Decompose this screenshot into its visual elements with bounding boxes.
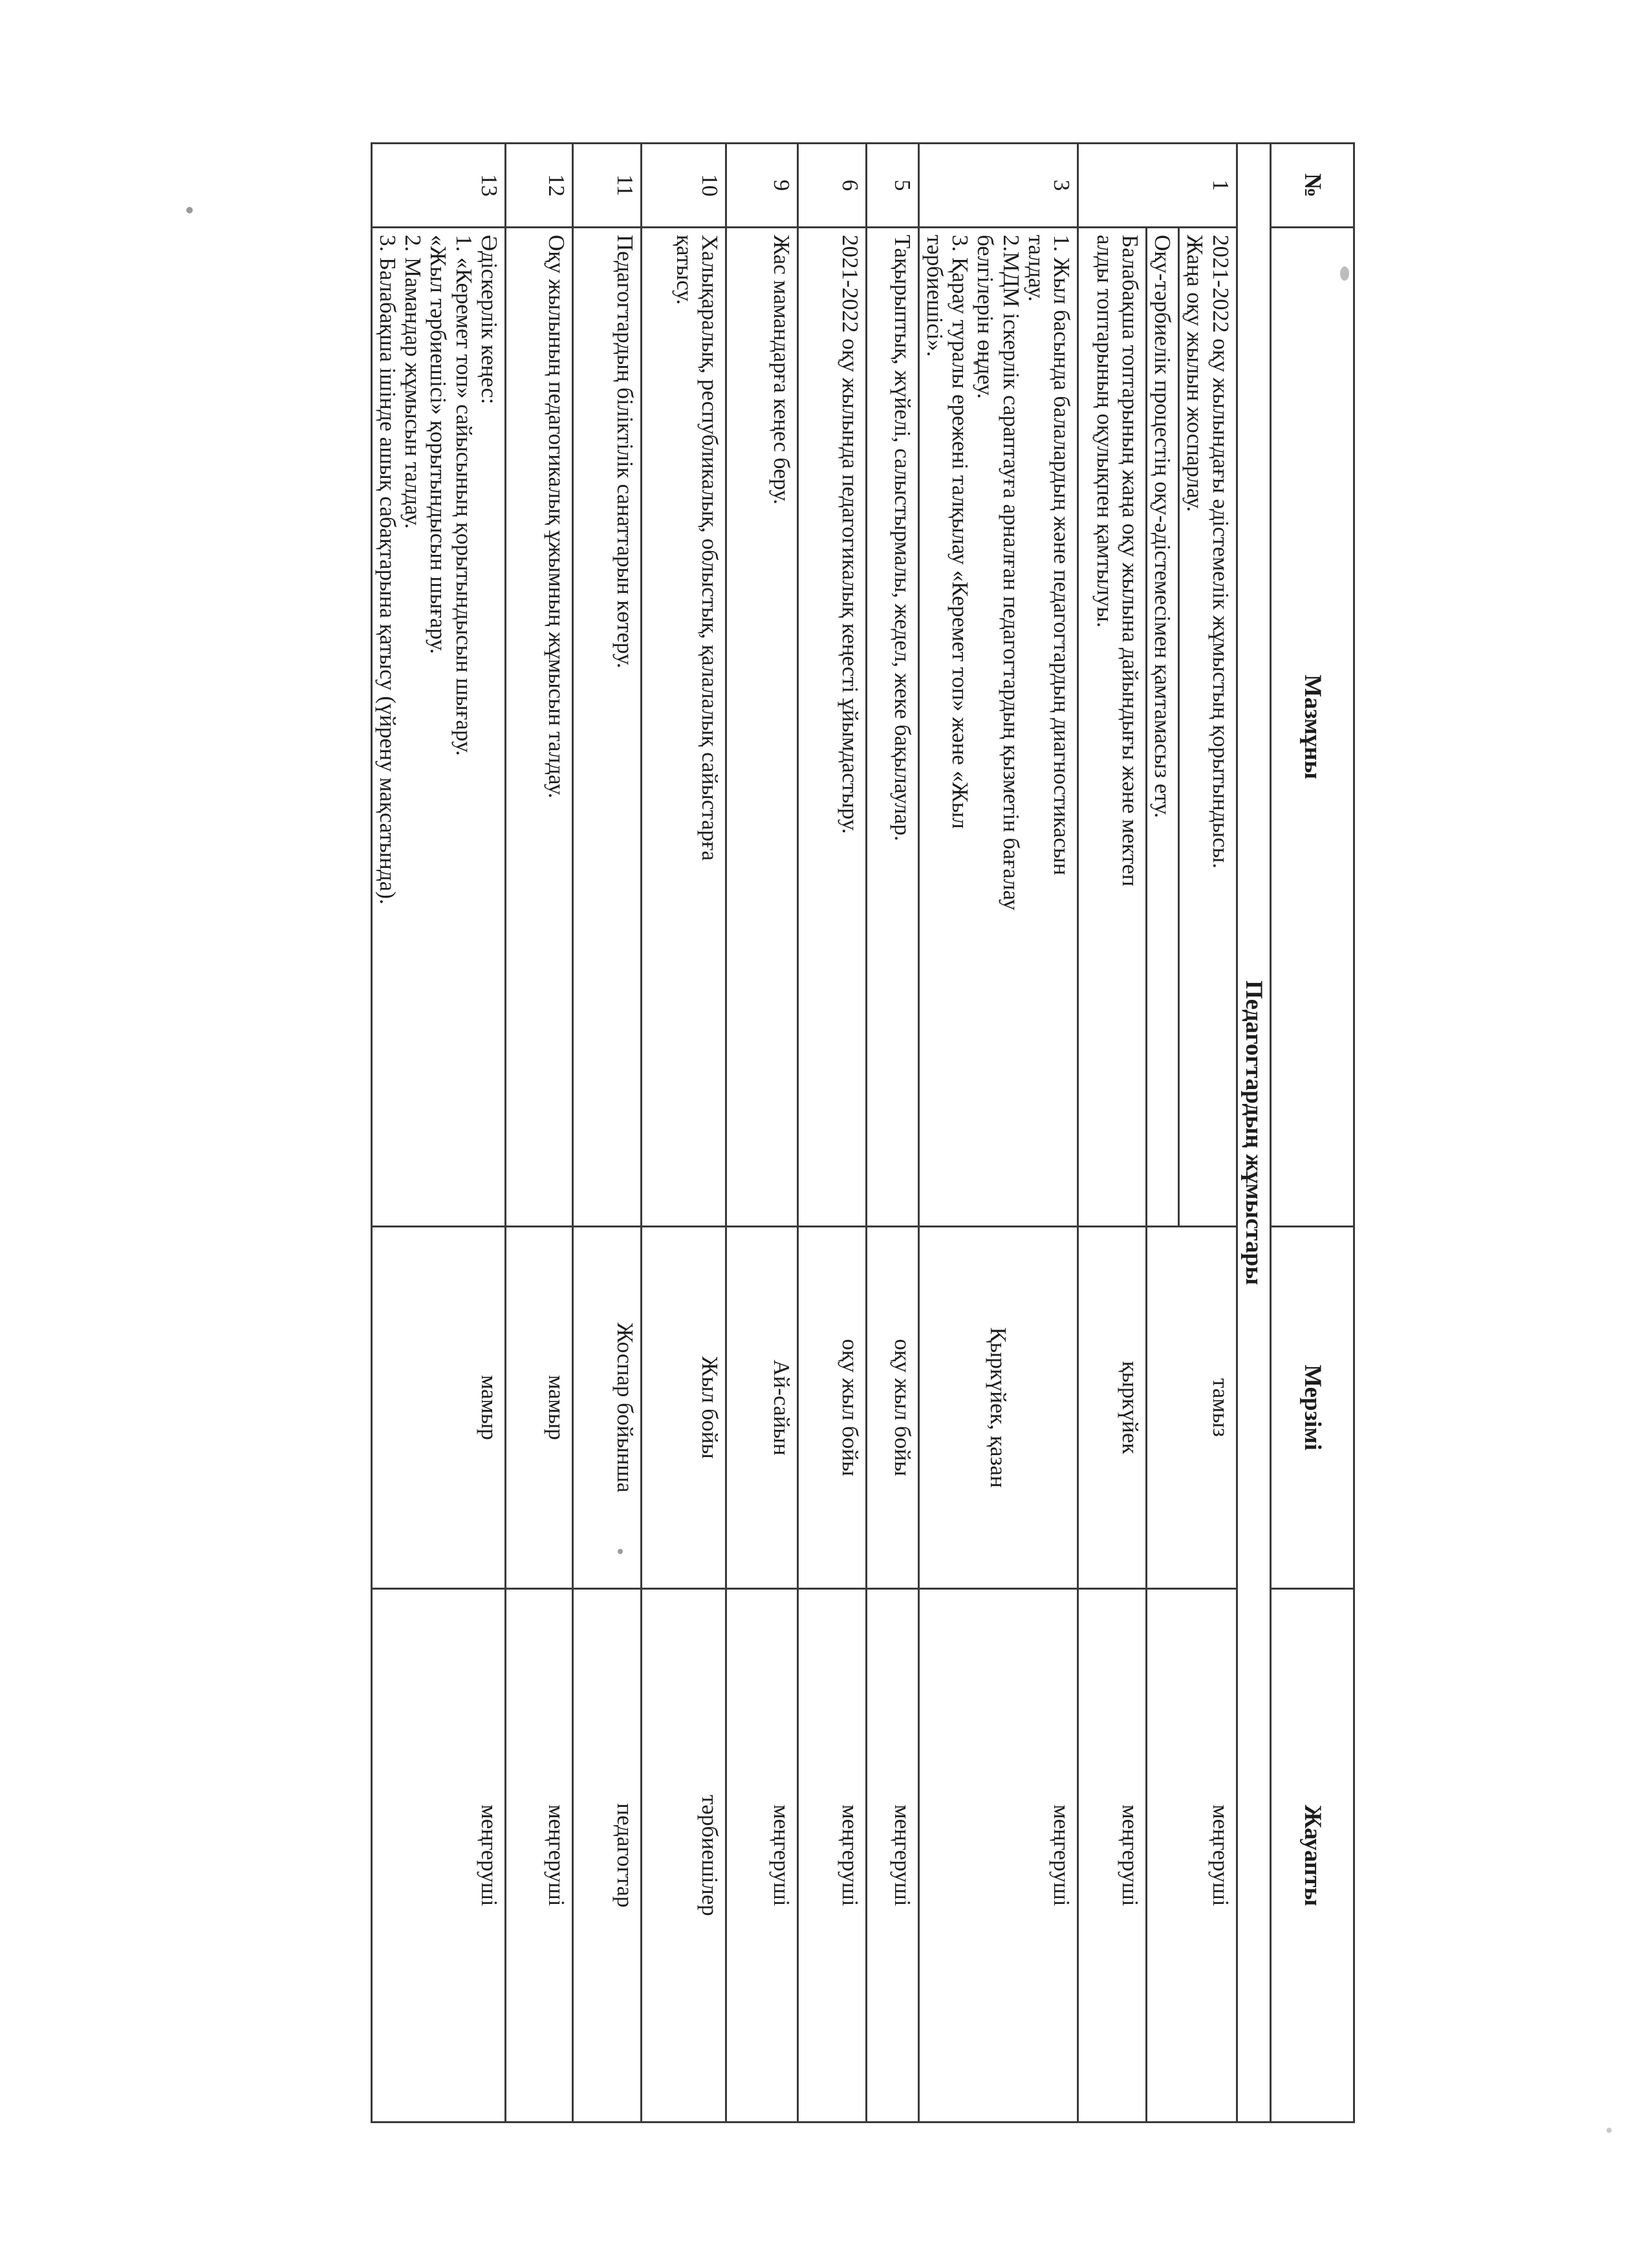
row-responsible: меңгеруші: [866, 1589, 918, 2122]
row-number: 3: [918, 144, 1077, 228]
row-content: [1078, 228, 1147, 1227]
content-line: белгілерін өңдеу.: [973, 235, 999, 399]
table-row: [797, 144, 866, 2122]
table-row: [726, 144, 797, 2122]
row-deadline: мамыр: [371, 1227, 505, 1589]
row-content: [641, 228, 726, 1227]
row-responsible: меңгеруші: [1147, 1589, 1237, 2122]
content-line: Балабақша топтарының жаңа оқу жылына дайындығы және мектеп: [1118, 235, 1143, 887]
table-row: [371, 144, 505, 2122]
row-content: [726, 228, 797, 1227]
row-deadline: Қыркүйек, қазан: [918, 1227, 1077, 1589]
row-deadline: оқу жыл бойы: [866, 1227, 918, 1589]
row-number: 1: [1078, 144, 1237, 228]
row-responsible: меңгеруші: [1078, 1589, 1147, 2122]
content-line: «Жыл тәрбиешісі» қорытындысын шығару.: [426, 235, 451, 654]
table-row: [866, 144, 918, 2122]
row-deadline: Жыл бойы: [641, 1227, 726, 1589]
row-responsible: педагогтар: [572, 1589, 641, 2122]
header-responsible: Жауапты: [1271, 1589, 1354, 2122]
table-row: [641, 144, 726, 2122]
content-line: Әдіскерлік кеңес:: [476, 235, 502, 405]
scan-speck: [1607, 2128, 1612, 2133]
content-line: Жас мамандарға кеңес беру.: [768, 235, 794, 505]
content-line: қатысу.: [671, 235, 697, 305]
row-responsible: тәрбиешілер: [641, 1589, 726, 2122]
content-line: 2. Мамандар жұмысын талдау.: [400, 235, 426, 529]
content-line: 2.МДМ іскерлік сараптауға арналған педагогтардың қызметін бағалау: [998, 235, 1024, 911]
table-row: [505, 144, 572, 2122]
row-number: 9: [726, 144, 797, 228]
row-deadline: мамыр: [505, 1227, 572, 1589]
section-row: [1237, 144, 1270, 2122]
content-line: тәрбиешісі».: [922, 235, 948, 357]
content-line: Оқу-тәрбиелік процестің оқу-әдістемесімен қамтамасыз ету.: [1150, 235, 1176, 818]
row-content: [866, 228, 918, 1227]
content-line: Тақырыптық, жүйелі, салыстырмалы, жедел, жеке бақылаулар.: [889, 235, 915, 841]
row-responsible: меңгеруші: [726, 1589, 797, 2122]
table-row: [1147, 144, 1237, 2122]
table-row: [918, 144, 1077, 2122]
content-line: Оқу жылының педагогикалық ұжымның жұмысын талдау.: [543, 235, 569, 799]
row-deadline: қыркүйек: [1078, 1227, 1147, 1589]
header-content: Мазмұны: [1271, 228, 1354, 1227]
row-content: [572, 228, 641, 1227]
row-responsible: меңгеруші: [371, 1589, 505, 2122]
content-line: 1. Жыл басында балалардың және педагогтардың диагностикасын: [1049, 235, 1074, 876]
row-responsible: меңгеруші: [918, 1589, 1077, 2122]
row-content: [371, 228, 505, 1227]
row-responsible: меңгеруші: [797, 1589, 866, 2122]
rotated-page: [120, 142, 1355, 2121]
row-content: [918, 228, 1077, 1227]
table-row: [572, 144, 641, 2122]
row-deadline: оқу жыл бойы: [797, 1227, 866, 1589]
row-content: [1147, 228, 1237, 1227]
row-deadline: Жоспар бойынша: [572, 1227, 641, 1589]
content-line: алды топтарының оқулықпен қамтылуы.: [1092, 235, 1118, 628]
table-row: [1078, 144, 1147, 2122]
row-content: [797, 228, 866, 1227]
table-header-row: [1271, 144, 1354, 2122]
row-responsible: меңгеруші: [505, 1589, 572, 2122]
row-content: [505, 228, 572, 1227]
content-line: Жаңа оқу жылын жоспарлау.: [1182, 235, 1208, 512]
content-line: талдау.: [1023, 235, 1049, 302]
row-number: 6: [797, 144, 866, 228]
row-number: 10: [641, 144, 726, 228]
row-number: 13: [371, 144, 505, 228]
content-line: 3. Балабақша ішінде ашық сабақтарына қатысу (үйрену мақсатында).: [375, 235, 401, 905]
section-title: Педагогтардың жұмыстары: [1237, 144, 1270, 2122]
content-line: Халықаралық, республикалық, облыстық, қалалалық сайыстарға: [697, 235, 722, 861]
header-deadline: Мерзімі: [1271, 1227, 1354, 1589]
content-line: 2021-2022 оқу жылындағы әдістемелік жұмыстың қорытындысы.: [1207, 235, 1233, 869]
content-line: 3. Қарау туралы ережені талқылау «Керемет топ» және «Жыл: [947, 235, 973, 829]
content-line: 1. «Керемет топ» сайысының қорытындысын шығару.: [451, 235, 477, 756]
header-number: №: [1271, 144, 1354, 228]
content-line: Педагогтардың біліктілік санаттарын көтеру.: [612, 235, 638, 669]
row-number: 5: [866, 144, 918, 228]
row-deadline: Ай-сайын: [726, 1227, 797, 1589]
row-number: 11: [572, 144, 641, 228]
row-number: 12: [505, 144, 572, 228]
row-deadline: тамыз: [1147, 1227, 1237, 1589]
content-line: 2021-2022 оқу жылында педагогикалық кеңесті ұйымдастыру.: [837, 235, 863, 834]
work-plan-table: [371, 142, 1355, 2123]
